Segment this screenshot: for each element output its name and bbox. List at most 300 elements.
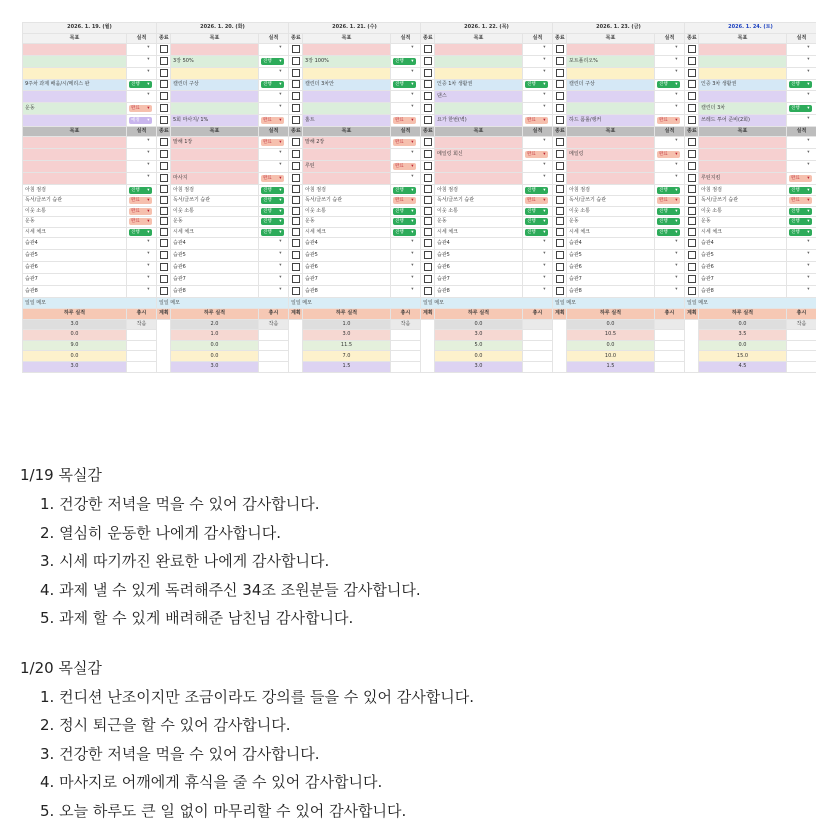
- status-dropdown[interactable]: [129, 56, 152, 63]
- done-checkbox[interactable]: [553, 238, 567, 250]
- done-checkbox[interactable]: [685, 217, 699, 228]
- task-text[interactable]: [171, 44, 259, 56]
- task-text[interactable]: 습관6: [23, 262, 127, 274]
- status-dropdown[interactable]: [789, 218, 812, 225]
- memo-cell[interactable]: 일일 메모: [685, 298, 817, 309]
- status-dropdown[interactable]: [657, 274, 680, 281]
- task-text[interactable]: 시세 체크: [303, 227, 391, 238]
- done-checkbox[interactable]: [553, 250, 567, 262]
- status-cell[interactable]: [127, 217, 157, 228]
- done-checkbox[interactable]: [553, 161, 567, 173]
- task-text[interactable]: 습관7: [303, 274, 391, 286]
- checkbox-box[interactable]: [688, 228, 696, 236]
- task-text[interactable]: 아침 점검: [435, 185, 523, 196]
- checkbox-box[interactable]: [556, 162, 564, 170]
- status-dropdown[interactable]: [261, 149, 284, 156]
- task-text[interactable]: 습관5: [699, 250, 787, 262]
- status-cell[interactable]: [523, 173, 553, 185]
- task-text[interactable]: 시세 체크: [171, 227, 259, 238]
- done-checkbox[interactable]: [157, 217, 171, 228]
- task-text[interactable]: [699, 90, 787, 102]
- done-checkbox[interactable]: [421, 161, 435, 173]
- task-text[interactable]: 습관7: [567, 274, 655, 286]
- done-checkbox[interactable]: [157, 173, 171, 185]
- status-cell[interactable]: [391, 195, 421, 206]
- task-text[interactable]: 메일링 회신: [435, 149, 523, 161]
- done-checkbox[interactable]: [289, 227, 303, 238]
- done-checkbox[interactable]: [289, 68, 303, 80]
- checkbox-box[interactable]: [424, 45, 432, 53]
- checkbox-box[interactable]: [292, 196, 300, 204]
- checkbox-box[interactable]: [424, 150, 432, 158]
- done-checkbox[interactable]: [685, 102, 699, 114]
- done-checkbox[interactable]: [289, 90, 303, 102]
- task-text[interactable]: [23, 173, 127, 185]
- checkbox-box[interactable]: [556, 174, 564, 182]
- checkbox-box[interactable]: [688, 251, 696, 259]
- status-cell[interactable]: [127, 250, 157, 262]
- status-dropdown[interactable]: [261, 91, 284, 98]
- checkbox-box[interactable]: [160, 116, 168, 124]
- task-text[interactable]: 홈트: [303, 114, 391, 126]
- status-cell[interactable]: [655, 161, 685, 173]
- status-dropdown[interactable]: [261, 175, 284, 182]
- task-text[interactable]: 운동: [303, 217, 391, 228]
- status-cell[interactable]: [787, 250, 817, 262]
- status-cell[interactable]: [127, 206, 157, 217]
- done-checkbox[interactable]: [553, 274, 567, 286]
- done-checkbox[interactable]: [157, 262, 171, 274]
- task-text[interactable]: 습관4: [567, 238, 655, 250]
- status-cell[interactable]: [787, 217, 817, 228]
- status-dropdown[interactable]: [525, 197, 548, 204]
- status-dropdown[interactable]: [525, 250, 548, 257]
- checkbox-box[interactable]: [292, 287, 300, 295]
- task-text[interactable]: [171, 149, 259, 161]
- status-dropdown[interactable]: [789, 274, 812, 281]
- done-checkbox[interactable]: [289, 286, 303, 298]
- status-dropdown[interactable]: [261, 238, 284, 245]
- status-cell[interactable]: [391, 217, 421, 228]
- done-checkbox[interactable]: [157, 114, 171, 126]
- done-checkbox[interactable]: [157, 161, 171, 173]
- status-dropdown[interactable]: [393, 91, 416, 98]
- task-text[interactable]: 캘린더 구상: [567, 80, 655, 91]
- checkbox-box[interactable]: [688, 104, 696, 112]
- status-cell[interactable]: [259, 161, 289, 173]
- status-cell[interactable]: [655, 102, 685, 114]
- checkbox-box[interactable]: [292, 104, 300, 112]
- checkbox-box[interactable]: [424, 162, 432, 170]
- status-cell[interactable]: [259, 238, 289, 250]
- checkbox-box[interactable]: [292, 251, 300, 259]
- status-dropdown[interactable]: [789, 175, 812, 182]
- task-text[interactable]: [567, 137, 655, 149]
- checkbox-box[interactable]: [688, 275, 696, 283]
- task-text[interactable]: [23, 44, 127, 56]
- done-checkbox[interactable]: [685, 274, 699, 286]
- status-cell[interactable]: [127, 274, 157, 286]
- status-dropdown[interactable]: [657, 137, 680, 144]
- status-dropdown[interactable]: [525, 161, 548, 168]
- task-text[interactable]: 독서/글쓰기 습관: [23, 195, 127, 206]
- task-text[interactable]: [567, 161, 655, 173]
- status-dropdown[interactable]: [657, 161, 680, 168]
- status-dropdown[interactable]: [129, 197, 152, 204]
- done-checkbox[interactable]: [421, 227, 435, 238]
- status-cell[interactable]: [127, 68, 157, 80]
- status-dropdown[interactable]: [525, 91, 548, 98]
- task-text[interactable]: 이웃 소통: [699, 206, 787, 217]
- checkbox-box[interactable]: [556, 57, 564, 65]
- done-checkbox[interactable]: [289, 161, 303, 173]
- checkbox-box[interactable]: [160, 239, 168, 247]
- status-dropdown[interactable]: [657, 197, 680, 204]
- checkbox-box[interactable]: [292, 138, 300, 146]
- checkbox-box[interactable]: [556, 196, 564, 204]
- checkbox-box[interactable]: [160, 57, 168, 65]
- done-checkbox[interactable]: [289, 217, 303, 228]
- checkbox-box[interactable]: [160, 162, 168, 170]
- status-cell[interactable]: [127, 149, 157, 161]
- checkbox-box[interactable]: [688, 150, 696, 158]
- status-cell[interactable]: [127, 286, 157, 298]
- status-cell[interactable]: [391, 68, 421, 80]
- status-dropdown[interactable]: [261, 229, 284, 236]
- status-dropdown[interactable]: [525, 173, 548, 180]
- checkbox-box[interactable]: [424, 217, 432, 225]
- status-cell[interactable]: [127, 185, 157, 196]
- done-checkbox[interactable]: [421, 137, 435, 149]
- checkbox-box[interactable]: [424, 251, 432, 259]
- task-text[interactable]: 마사지: [171, 173, 259, 185]
- task-text[interactable]: 습관8: [23, 286, 127, 298]
- task-text[interactable]: 습관4: [303, 238, 391, 250]
- status-cell[interactable]: [655, 173, 685, 185]
- checkbox-box[interactable]: [688, 45, 696, 53]
- task-text[interactable]: [435, 137, 523, 149]
- checkbox-box[interactable]: [160, 287, 168, 295]
- done-checkbox[interactable]: [157, 274, 171, 286]
- status-cell[interactable]: [523, 217, 553, 228]
- checkbox-box[interactable]: [556, 185, 564, 193]
- done-checkbox[interactable]: [157, 149, 171, 161]
- status-dropdown[interactable]: [261, 187, 284, 194]
- checkbox-box[interactable]: [424, 80, 432, 88]
- status-dropdown[interactable]: [129, 91, 152, 98]
- status-cell[interactable]: [655, 80, 685, 91]
- done-checkbox[interactable]: [289, 56, 303, 68]
- task-text[interactable]: 습관8: [567, 286, 655, 298]
- status-dropdown[interactable]: [657, 81, 680, 88]
- checkbox-box[interactable]: [424, 207, 432, 215]
- status-cell[interactable]: [655, 44, 685, 56]
- status-dropdown[interactable]: [393, 103, 416, 110]
- task-text[interactable]: 말해 1장: [171, 137, 259, 149]
- status-dropdown[interactable]: [657, 286, 680, 293]
- status-dropdown[interactable]: [525, 103, 548, 110]
- status-dropdown[interactable]: [657, 68, 680, 75]
- status-dropdown[interactable]: [393, 117, 416, 124]
- status-cell[interactable]: [391, 161, 421, 173]
- task-text[interactable]: 습관8: [699, 286, 787, 298]
- checkbox-box[interactable]: [292, 69, 300, 77]
- done-checkbox[interactable]: [421, 114, 435, 126]
- status-dropdown[interactable]: [525, 56, 548, 63]
- status-dropdown[interactable]: [657, 103, 680, 110]
- done-checkbox[interactable]: [289, 185, 303, 196]
- done-checkbox[interactable]: [685, 185, 699, 196]
- checkbox-box[interactable]: [292, 174, 300, 182]
- task-text[interactable]: 습관5: [303, 250, 391, 262]
- checkbox-box[interactable]: [556, 45, 564, 53]
- status-dropdown[interactable]: [261, 208, 284, 215]
- status-cell[interactable]: [391, 44, 421, 56]
- done-checkbox[interactable]: [421, 274, 435, 286]
- status-dropdown[interactable]: [261, 197, 284, 204]
- task-text[interactable]: 습관6: [699, 262, 787, 274]
- done-checkbox[interactable]: [553, 173, 567, 185]
- status-cell[interactable]: [523, 262, 553, 274]
- done-checkbox[interactable]: [553, 185, 567, 196]
- task-text[interactable]: 이웃 소통: [23, 206, 127, 217]
- done-checkbox[interactable]: [421, 206, 435, 217]
- status-cell[interactable]: [391, 56, 421, 68]
- done-checkbox[interactable]: [685, 262, 699, 274]
- done-checkbox[interactable]: [289, 114, 303, 126]
- task-text[interactable]: 습관5: [23, 250, 127, 262]
- done-checkbox[interactable]: [553, 195, 567, 206]
- done-checkbox[interactable]: [553, 90, 567, 102]
- done-checkbox[interactable]: [421, 56, 435, 68]
- task-text[interactable]: 독서/글쓰기 습관: [171, 195, 259, 206]
- checkbox-box[interactable]: [160, 150, 168, 158]
- checkbox-box[interactable]: [556, 150, 564, 158]
- status-cell[interactable]: [259, 90, 289, 102]
- task-text[interactable]: [699, 56, 787, 68]
- status-cell[interactable]: [655, 250, 685, 262]
- status-cell[interactable]: [655, 56, 685, 68]
- task-text[interactable]: 독서/글쓰기 습관: [435, 195, 523, 206]
- status-cell[interactable]: [523, 80, 553, 91]
- task-text[interactable]: [303, 68, 391, 80]
- status-cell[interactable]: [523, 90, 553, 102]
- status-dropdown[interactable]: [525, 151, 548, 158]
- status-cell[interactable]: [259, 56, 289, 68]
- status-dropdown[interactable]: [393, 58, 416, 65]
- task-text[interactable]: 9주차 과제 배움/시/메리스 완: [23, 80, 127, 91]
- done-checkbox[interactable]: [289, 102, 303, 114]
- status-dropdown[interactable]: [525, 44, 548, 51]
- status-cell[interactable]: [787, 44, 817, 56]
- status-dropdown[interactable]: [393, 163, 416, 170]
- status-cell[interactable]: [259, 102, 289, 114]
- task-text[interactable]: [699, 149, 787, 161]
- status-cell[interactable]: [523, 286, 553, 298]
- status-cell[interactable]: [127, 137, 157, 149]
- status-cell[interactable]: [523, 161, 553, 173]
- done-checkbox[interactable]: [685, 68, 699, 80]
- checkbox-box[interactable]: [424, 239, 432, 247]
- task-text[interactable]: 습관4: [435, 238, 523, 250]
- done-checkbox[interactable]: [289, 137, 303, 149]
- status-cell[interactable]: [655, 227, 685, 238]
- done-checkbox[interactable]: [157, 286, 171, 298]
- task-text[interactable]: 3장 100%: [303, 56, 391, 68]
- status-cell[interactable]: [391, 80, 421, 91]
- task-text[interactable]: [23, 149, 127, 161]
- done-checkbox[interactable]: [289, 250, 303, 262]
- checkbox-box[interactable]: [160, 80, 168, 88]
- memo-cell[interactable]: 일일 메모: [289, 298, 421, 309]
- task-text[interactable]: 말해 2장: [303, 137, 391, 149]
- status-dropdown[interactable]: [261, 103, 284, 110]
- task-text[interactable]: 루틴: [303, 161, 391, 173]
- status-cell[interactable]: [391, 274, 421, 286]
- done-checkbox[interactable]: [289, 238, 303, 250]
- checkbox-box[interactable]: [556, 92, 564, 100]
- status-cell[interactable]: [391, 185, 421, 196]
- task-text[interactable]: 습관6: [435, 262, 523, 274]
- status-dropdown[interactable]: [129, 44, 152, 51]
- checkbox-box[interactable]: [292, 92, 300, 100]
- status-cell[interactable]: [391, 90, 421, 102]
- status-cell[interactable]: [523, 56, 553, 68]
- status-cell[interactable]: [259, 68, 289, 80]
- checkbox-box[interactable]: [160, 92, 168, 100]
- done-checkbox[interactable]: [289, 80, 303, 91]
- task-text[interactable]: 운동: [23, 217, 127, 228]
- task-text[interactable]: 습관5: [435, 250, 523, 262]
- status-cell[interactable]: [523, 195, 553, 206]
- done-checkbox[interactable]: [289, 195, 303, 206]
- done-checkbox[interactable]: [421, 173, 435, 185]
- checkbox-box[interactable]: [688, 207, 696, 215]
- task-text[interactable]: [435, 68, 523, 80]
- status-cell[interactable]: [787, 149, 817, 161]
- status-dropdown[interactable]: [657, 91, 680, 98]
- task-text[interactable]: 운동: [171, 217, 259, 228]
- task-text[interactable]: 시세 체크: [699, 227, 787, 238]
- checkbox-box[interactable]: [424, 92, 432, 100]
- done-checkbox[interactable]: [421, 185, 435, 196]
- task-text[interactable]: 5회 마사지/ 1%: [171, 114, 259, 126]
- task-text[interactable]: [567, 173, 655, 185]
- status-cell[interactable]: [787, 68, 817, 80]
- status-dropdown[interactable]: [393, 187, 416, 194]
- task-text[interactable]: [171, 90, 259, 102]
- status-cell[interactable]: [787, 56, 817, 68]
- status-dropdown[interactable]: [393, 286, 416, 293]
- checkbox-box[interactable]: [424, 116, 432, 124]
- status-dropdown[interactable]: [129, 187, 152, 194]
- done-checkbox[interactable]: [289, 44, 303, 56]
- status-dropdown[interactable]: [525, 262, 548, 269]
- status-cell[interactable]: [523, 149, 553, 161]
- status-dropdown[interactable]: [657, 250, 680, 257]
- status-cell[interactable]: [523, 227, 553, 238]
- done-checkbox[interactable]: [685, 80, 699, 91]
- task-text[interactable]: 습관7: [435, 274, 523, 286]
- status-dropdown[interactable]: [261, 139, 284, 146]
- status-dropdown[interactable]: [393, 208, 416, 215]
- status-cell[interactable]: [391, 173, 421, 185]
- done-checkbox[interactable]: [685, 250, 699, 262]
- done-checkbox[interactable]: [157, 68, 171, 80]
- done-checkbox[interactable]: [421, 80, 435, 91]
- status-cell[interactable]: [127, 195, 157, 206]
- done-checkbox[interactable]: [421, 68, 435, 80]
- done-checkbox[interactable]: [157, 195, 171, 206]
- checkbox-box[interactable]: [688, 80, 696, 88]
- task-text[interactable]: [567, 68, 655, 80]
- memo-cell[interactable]: 일일 메모: [421, 298, 553, 309]
- status-dropdown[interactable]: [657, 117, 680, 124]
- status-cell[interactable]: [127, 44, 157, 56]
- status-cell[interactable]: [655, 286, 685, 298]
- status-dropdown[interactable]: [789, 229, 812, 236]
- done-checkbox[interactable]: [685, 161, 699, 173]
- task-text[interactable]: [23, 137, 127, 149]
- status-cell[interactable]: [655, 114, 685, 126]
- checkbox-box[interactable]: [160, 45, 168, 53]
- checkbox-box[interactable]: [424, 228, 432, 236]
- task-text[interactable]: 쓰레드 투어 준비(2회): [699, 114, 787, 126]
- checkbox-box[interactable]: [688, 57, 696, 65]
- status-dropdown[interactable]: [261, 68, 284, 75]
- task-text[interactable]: [303, 90, 391, 102]
- status-dropdown[interactable]: [129, 117, 152, 124]
- done-checkbox[interactable]: [421, 238, 435, 250]
- checkbox-box[interactable]: [556, 275, 564, 283]
- checkbox-box[interactable]: [688, 174, 696, 182]
- status-cell[interactable]: [127, 90, 157, 102]
- done-checkbox[interactable]: [421, 262, 435, 274]
- checkbox-box[interactable]: [424, 57, 432, 65]
- status-dropdown[interactable]: [393, 274, 416, 281]
- checkbox-box[interactable]: [160, 196, 168, 204]
- status-cell[interactable]: [127, 173, 157, 185]
- done-checkbox[interactable]: [553, 80, 567, 91]
- status-cell[interactable]: [523, 44, 553, 56]
- done-checkbox[interactable]: [685, 173, 699, 185]
- status-dropdown[interactable]: [261, 117, 284, 124]
- status-cell[interactable]: [259, 227, 289, 238]
- status-cell[interactable]: [523, 114, 553, 126]
- checkbox-box[interactable]: [688, 196, 696, 204]
- task-text[interactable]: 아침 점검: [303, 185, 391, 196]
- task-text[interactable]: 아침 점검: [171, 185, 259, 196]
- status-cell[interactable]: [655, 274, 685, 286]
- status-dropdown[interactable]: [129, 238, 152, 245]
- done-checkbox[interactable]: [685, 195, 699, 206]
- status-cell[interactable]: [259, 137, 289, 149]
- status-dropdown[interactable]: [393, 250, 416, 257]
- status-dropdown[interactable]: [261, 286, 284, 293]
- status-cell[interactable]: [127, 102, 157, 114]
- status-cell[interactable]: [127, 114, 157, 126]
- status-cell[interactable]: [655, 149, 685, 161]
- status-dropdown[interactable]: [525, 229, 548, 236]
- task-text[interactable]: [699, 161, 787, 173]
- done-checkbox[interactable]: [685, 44, 699, 56]
- status-dropdown[interactable]: [393, 197, 416, 204]
- checkbox-box[interactable]: [292, 239, 300, 247]
- status-dropdown[interactable]: [129, 149, 152, 156]
- status-cell[interactable]: [391, 206, 421, 217]
- done-checkbox[interactable]: [157, 102, 171, 114]
- status-dropdown[interactable]: [525, 137, 548, 144]
